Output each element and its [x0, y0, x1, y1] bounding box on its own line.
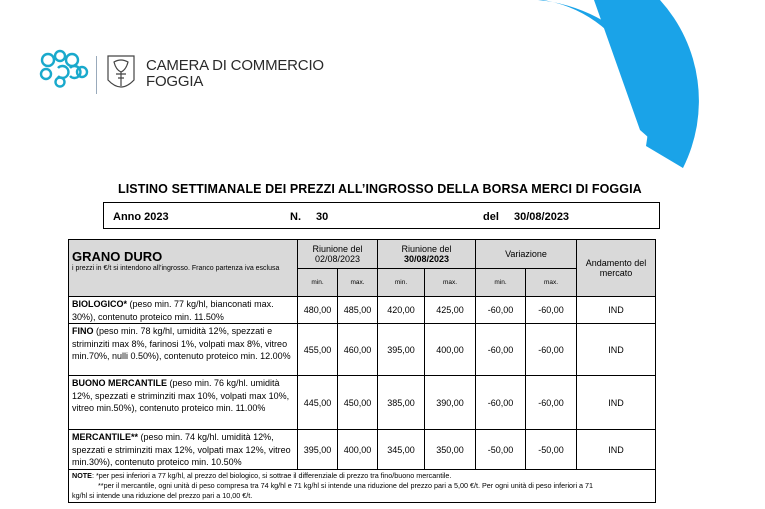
- product-desc: (peso min. 74 kg/hl. umidità 12%, spezzati e striminziti max 12%, volpati max 12%, vitreo min.30%), contenuto proteico min. 10.50%: [72, 432, 291, 467]
- table-row: [69, 430, 656, 470]
- trend-value: IND: [577, 324, 656, 376]
- prev-min-value: 480,00: [298, 297, 338, 324]
- prev-max-header: max.: [338, 269, 378, 297]
- number-label: N.: [290, 211, 301, 223]
- issue-info-box: [103, 202, 660, 229]
- var-max-value: -60,00: [526, 376, 577, 430]
- document-title: LISTINO SETTIMANALE DEI PREZZI ALL’INGROSSO DELLA BORSA MERCI DI FOGGIA: [118, 182, 642, 196]
- org-name-line2: FOGGIA: [146, 73, 204, 90]
- org-name-line1: CAMERA DI COMMERCIO: [146, 57, 324, 74]
- var-min-header: min.: [476, 269, 526, 297]
- var-max-value: -60,00: [526, 324, 577, 376]
- number-value: 30: [316, 211, 329, 223]
- prev-min-value: 445,00: [298, 376, 338, 430]
- var-max-value: -60,00: [526, 297, 577, 324]
- product-desc: (peso min. 76 kg/hl. umidità 12%, spezzati e striminziti max 10%, volpati max 10%, vitreo min.50%), contenuto proteico min. 11.00%: [72, 378, 290, 413]
- prev-min-value: 455,00: [298, 324, 338, 376]
- curr-max-value: 390,00: [425, 376, 476, 430]
- table-row: [69, 297, 656, 324]
- prev-min-value: 395,00: [298, 430, 338, 470]
- note-line2: **per il mercantile, ogni unità di peso compresa tra 74 kg/hl e 71 kg/hl si intende una riduzione del prezzo pari a 5,00 €/t. Per ogni unità di peso inferiori a 71: [98, 481, 594, 490]
- prev-max-value: 485,00: [338, 297, 378, 324]
- product-name: BIOLOGICO*: [72, 299, 128, 309]
- product-name: FINO: [72, 326, 94, 336]
- curr-min-value: 345,00: [378, 430, 425, 470]
- note-line3: kg/hl si intende una riduzione del prezzo pari a 10,00 €/t.: [72, 491, 253, 500]
- prev-session-line1: Riunione del: [312, 244, 363, 254]
- var-max-value: -50,00: [526, 430, 577, 470]
- curr-max-value: 425,00: [425, 297, 476, 324]
- curr-min-value: 395,00: [378, 324, 425, 376]
- var-min-value: -50,00: [476, 430, 526, 470]
- curr-max-value: 400,00: [425, 324, 476, 376]
- trend-value: IND: [577, 376, 656, 430]
- curr-min-value: 420,00: [378, 297, 425, 324]
- date-value: 30/08/2023: [514, 211, 570, 223]
- product-cell: [69, 376, 298, 430]
- prev-session-header: [298, 240, 378, 269]
- curr-session-line1: Riunione del: [401, 244, 452, 254]
- city-crest-icon: [104, 50, 138, 96]
- notes-row: [69, 470, 656, 503]
- curr-max-header: max.: [425, 269, 476, 297]
- curr-min-header: min.: [378, 269, 425, 297]
- var-max-header: max.: [526, 269, 577, 297]
- var-min-value: -60,00: [476, 297, 526, 324]
- product-header: GRANO DURO: [72, 249, 163, 264]
- product-cell: [69, 297, 298, 324]
- curr-session-header: [378, 240, 476, 269]
- organization-name: [146, 58, 324, 90]
- product-name: BUONO MERCANTILE: [72, 378, 167, 388]
- trend-value: IND: [577, 297, 656, 324]
- prev-max-value: 400,00: [338, 430, 378, 470]
- table-row: [69, 324, 656, 376]
- variation-header: Variazione: [476, 240, 577, 269]
- prev-session-date: 02/08/2023: [314, 254, 361, 264]
- trend-header: Andamento del mercato: [577, 240, 656, 297]
- prev-min-header: min.: [298, 269, 338, 297]
- chamber-logo-icon: [38, 48, 98, 88]
- date-label: del: [483, 211, 499, 223]
- note-line1: : *per pesi inferiori a 77 kg/hl, al prezzo del biologico, si sottrae il differenziale di prezzo tra fino/buono mercantile.: [91, 471, 452, 480]
- product-desc: (peso min. 77 kg/hl, bianconati max. 30%), contenuto proteico min. 11.50%: [72, 299, 274, 322]
- year-label: Anno 2023: [113, 211, 169, 223]
- curr-max-value: 350,00: [425, 430, 476, 470]
- var-min-value: -60,00: [476, 324, 526, 376]
- product-subheader: i prezzi in €/t si intendono all’ingrosso. Franco partenza iva esclusa: [72, 265, 280, 272]
- product-cell: [69, 430, 298, 470]
- prev-max-value: 450,00: [338, 376, 378, 430]
- table-row: [69, 376, 656, 430]
- trend-value: IND: [577, 430, 656, 470]
- product-name: MERCANTILE**: [72, 432, 139, 442]
- price-table: [68, 239, 656, 503]
- product-desc: (peso min. 78 kg/hl, umidità 12%, spezzati e striminziti max 8%, farinosi 1%, volpati max 8%, vitreo min.70%, nulli 0.50%), contenuto proteico min. 12.00%: [72, 326, 291, 361]
- curr-session-date: 30/08/2023: [403, 254, 450, 264]
- product-cell: [69, 324, 298, 376]
- curr-min-value: 385,00: [378, 376, 425, 430]
- logo-divider: [96, 56, 97, 94]
- notes-cell: [69, 470, 656, 503]
- product-header-cell: [69, 240, 298, 297]
- prev-max-value: 460,00: [338, 324, 378, 376]
- var-min-value: -60,00: [476, 376, 526, 430]
- note-label: NOTE: [72, 471, 92, 480]
